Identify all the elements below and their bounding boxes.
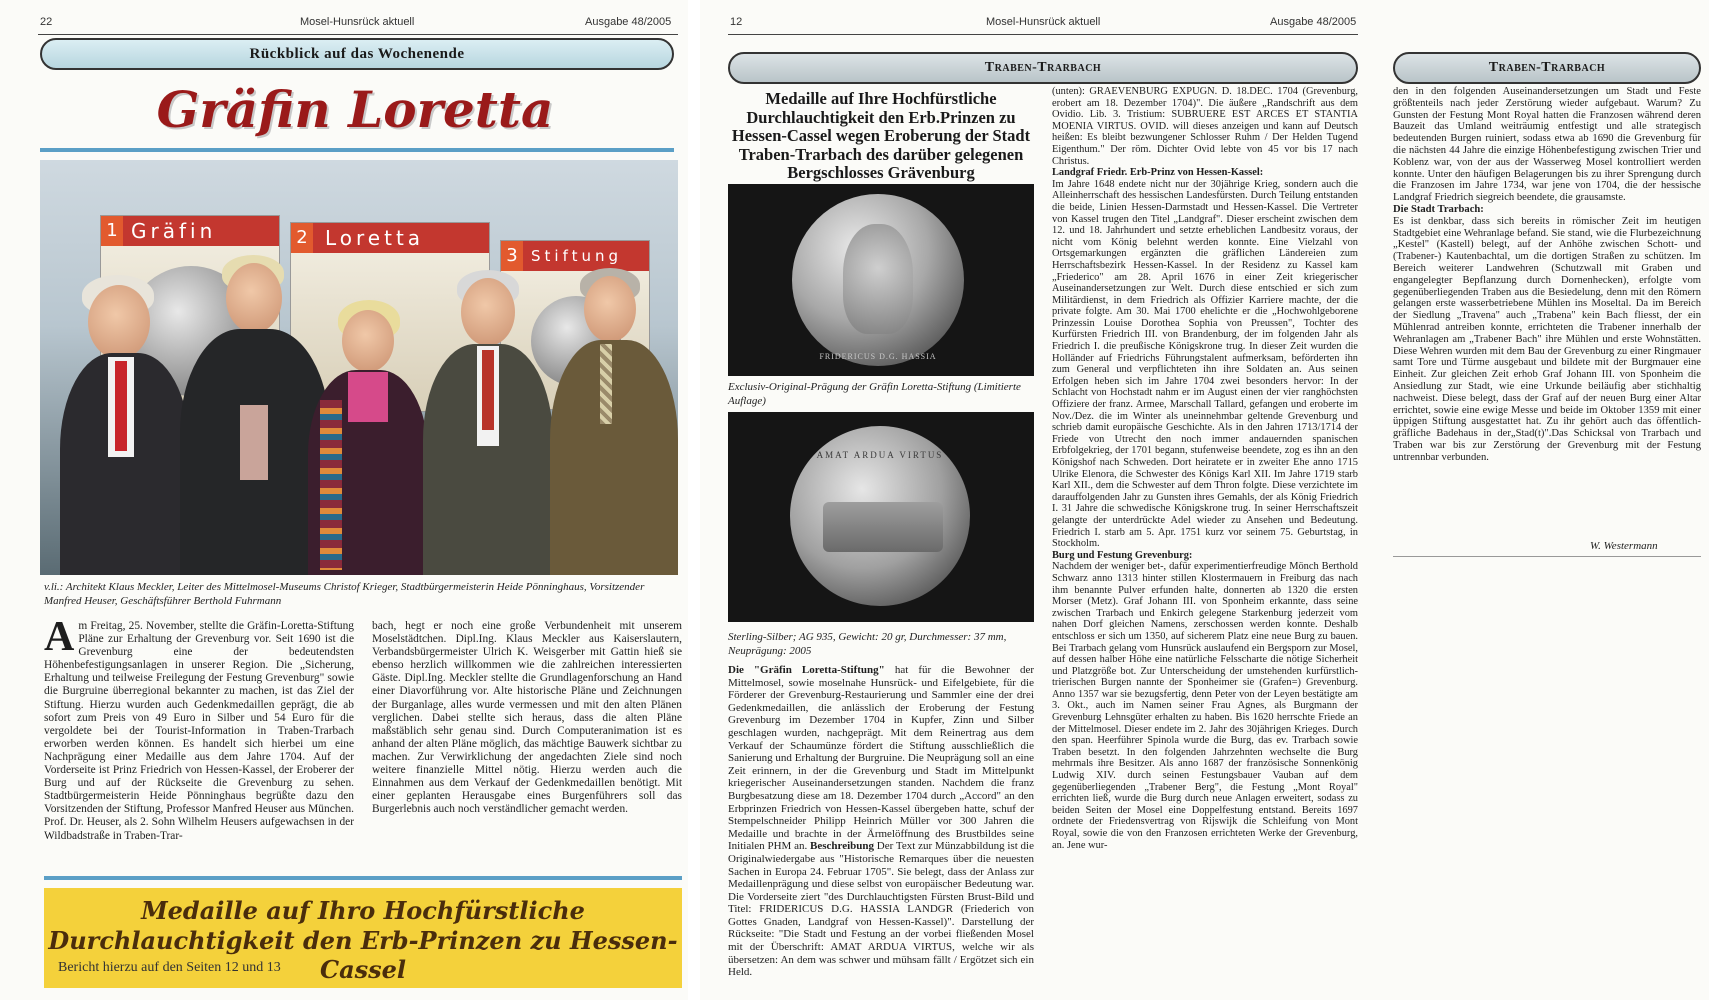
drop-cap: A [44,614,75,660]
page-number: 22 [40,16,53,28]
subheading: Die Stadt Trarbach: [1393,203,1484,215]
article-text: Es ist denkbar, dass sich bereits in römischer Zeit im heutigen Stadtgebiet eine Wehranlage befand. Sie stand, wie die Flurbezeichnung „Kestel" (Kastell) belegt, auf der Anhöhe zwischen Schott- und (Trabener-) Kautenbachtal, um die dortigen Straßen zu schützen. Im Bereich weiterer Landwehren (Schutzwall mit Graben und engangelegter Bepflanzung durch Dornenhecken), erfolgte vom gegenüberliegenden Traben aus die Besiedelung, denn mit den Römern gelangen erste wasserbetriebene Mühlen ins Moseltal. Da im Bereich der Siedlung „Travena" auch „Trabena" kein Bach fliesst, der ein Mühlenrad antreiben konnte, errichteten die Trabener innerhalb der Wehranlagen am „Trabener Bach" ihre Mühlen und erste Wohnstätten. Diese Wehren wurden mit dem Bau der Grevenburg zu einer Ringmauer samt Tore und Türme ausgebaut und bildete mit der Burgmauer eine Einheit. Zur gleichen Zeit erhob Graf Johann III. von Sponheim die Ansiedlung zur Stadt, wie eine Urkunde beiläufig aber stichhaltig nachweist. Diese belegt, dass der Graf auf der neuen Burg einer Altar errichtet, sowie eine ewige Messe und beide im Oktober 1359 mit einer üppigen Stiftung ausgestattet hat. Zu ihr gehört auch das öffentlich-gräfliche Badehaus in der„Stad(t)".Das Schicksal von Trarbach und Traben war bis zur Zerstörung der Grevenburg mit der Festung untrennbar verbunden. [1393,215,1701,463]
subheading: Landgraf Friedr. Erb-Prinz von Hessen-Kassel: [1052,167,1264,179]
panel-number: 1 [101,216,123,246]
medal-reverse-photo [728,412,1034,622]
panel-label: Gräfin [101,216,279,246]
article-column-3 [1393,86,1701,464]
article-text: Der Text zur Münzabbildung ist die Originalwiedergabe aus "Historische Remarques über die neuesten Sachen in Europa 24. Februar 1705". Sie belegt, dass der Anlass zur Medaillenprägung und diese selbst von europäischer Bedeutung war. Die Vorderseite ziert "des Durchlauchtigsten Fürsten Brust-Bild und Titel: FRIDERICUS D.G. HASSIA LANDGR (Friederich von Gottes Gnaden, Landgraf von Hessen-Kassel)". Darstellung der Rückseite: "Die Stadt und Festung an der vorbei fließenden Mosel mit der Überschrift: AMAT ARDUA VIRTUS, welche wir als übersetzen: An dem was schwer und mühsam fällt / Ergötzet sich ein Held. [728,840,1034,979]
article-column-2 [372,620,682,816]
article-title: Medaille auf Ihre Hochfürstliche Durchlauchtigkeit den Erb.Prinzen zu Hessen-Cassel wegen Eroberung der Stadt Traben-Trarbach des darüber gelegenen Bergschlosses Grävenburg [731,89,1031,182]
medal-obverse-photo [728,184,1034,376]
issue-label: Ausgabe 48/2005 [1270,16,1357,28]
section-banner: Rückblick auf das Wochenende [40,38,674,70]
section-banner: Traben-Trarbach [1393,52,1701,84]
lead-bold: Die "Gräfin Loretta-Stiftung" [728,664,885,676]
issue-label: Ausgabe 48/2005 [585,16,672,28]
subheading: Burg und Festung Grevenburg: [1052,549,1193,561]
panel-label: Loretta [291,223,489,253]
fortress-relief [823,502,943,552]
article-column-1 [728,664,1034,979]
header-rule [38,34,678,35]
panel-number: 2 [291,223,313,253]
subheading: Beschreibung [810,840,874,853]
promo-headline-2: Durchlauchtigkeit den Erb-Prinzen zu Hessen-Cassel [48,926,678,984]
article-text: Nachdem der weniger bet-, dafür experimentierfreudige Mönch Berthold Schwarz anno 1313 hinter stillen Klostermauern in Freiburg das nach ihm benannte Pulver erfunden halte, donnerten ab 1320 die ersten Morser (Metz). Graf Johann III. von Sponheim erkannte, dass seine zwischen Trarbach und Enkirch gelegene Starkenburg jederzeit vom nahen Dorf gleichen Namens, zerschossen werden konnte. Deshalb entschloss er sich um 1350, auf sicherem Platz eine neue Burg zu bauen. Bei Trarbach gelang vom Hunsrück auslaufend ein Bergsporn zur Mosel, auf dessen halber Höhe eine natürliche Felsscharte die nötige Sicherheit und Platzgröße bot. Zur Unterscheidung der umstehenden kurfürstlich-trierischen Burgen nannte der Sponheimer sie (Grafen=) Grevenburg. Anno 1357 war sie bezugsfertig, denn Peter von der Leyen bestätigte am 3. Okt., auch im Namen seiner Frau Agnes, als Burgmann der Grevenburg Lehnsgüter erhalten zu haben. Bis 1620 herrschte Friede an der Mittelmosel. Dieser endete im 2. Jahr des 30jährigen Krieges. Durch den span. Heerführer Spinola wurde die Burg, das ev. Trarbach sowie Traben besetzt. In den folgenden Jahrzehnten wechselte die Burg mehrmals ihre Besitzer. Als anno 1687 der französische Sonnenkönig Ludwig XIV. durch seinen Festungsbauer Vauban auf dem gegenüberliegenden „Trabener Berg", die Festung „Mont Royal" errichten ließ, wurde die Burg durch neue Anlagen erweitert, sodass zu beiden Seiten der Mosel eine Doppelfestung entstand. Bereits 1697 ordnete der Friedensvertrag von Rijswijk die Schleifung von Mont Royal, sowie die von den Franzosen errichteten Werke der Grevenburg, an. Jene wur- [1052,561,1358,851]
panel-number: 3 [501,241,523,271]
article-text: Im Jahre 1648 endete nicht nur der 30jährige Krieg, sondern auch die Alleinherrschaft des hessischen Landesfürsten. Durch Teilung entstanden die beide, Linien Hessen-Darmstadt und Hessen-Kassel. Die Vertreter von Kassel trugen den Titel „Landgraf". Dieser erscheint zwischen dem 12. und 18. Jahrhundert und setzte erheblichen Landbesitz voraus, der nicht vom König belehnt werden konnte. Eine Vielzahl von Ortsgemarkungen ergänzten die gräflichen Ländereien zum Herrschaftsbezirk Hessen-Kassel. In der Residenz zu Kassel kam „Friederico" am 28. April 1676 in einer Zeit kriegerischer Auseinandersetzungen zur Welt. Durch diese entschied er sich zum Militärdienst, in dem Friedrich als Offizier Karriere machte, der die private folgte. Am 30. Mai 1700 ehelichte er die „Hochwohlgeborene Prinzessin Louise Dorothea Sophia von Preussen", Tochter des Kurfürsten Friedrich III. von Brandenburg, der im folgenden Jahr als Friedrich I. die preußische Königskrone trug. In dieser Zeit wurden die Holländer auf Friedrichs Führungstalent aufmerksam, beförderten ihn zum General und verpflichteten ihn ihre Soldaten an. Aus seinen Erfolgen heben sich im Jahre 1704 zwei besonders hervor: In der Schlacht von Hochstadt nahm er im August einen der vier ranghöchsten Offiziere der franz. Armee, Marschall Tallard, gefangen und eroberte im Nov./Dez. die im Winter als uneinnehmbar geltende Grevenburg und schrieb damit europäische Geschichte. Als in den Jahren 1713/1714 der Friede von Utrecht den noch immer andauernden spanischen Erbfolgekrieg, der 1701 begann, stufenweise beendete, zog es ihn an den Königshof nach Schweden. Dort heiratete er in zweiter Ehe anno 1715 Ulrike Elenora, die Schwester des Königs Karl XII. Im Jahre 1719 starb Karl XII., dem die Schwester auf dem Thron folgte. Diese verzichtete im darauffolgenden Jahr zu Gunsten ihres Gemahls, der als König Friedrich I. 31 Jahre die schwedische Königskrone trug. In seiner Herrschaftszeit gelangte der unterdrückte Adel wieder zu Ansehen und Bedeutung. Friedrich I. starb am 5. Apr. 1751 kurz vor seinem 75. Geburtstag, in Stockholm. [1052,178,1358,550]
article-column-1 [44,614,354,843]
headline-underline [40,148,674,152]
page-number: 12 [730,16,743,28]
section-banner: Traben-Trarbach [728,52,1358,84]
event-photo [40,160,678,575]
author-credit: W. Westermann [1590,540,1658,552]
medal-inscription: AMAT ARDUA VIRTUS [816,450,944,460]
promo-rule [44,876,682,880]
article-text: bach, hegt er noch eine große Verbundenheit mit unserem Moselstädtchen. Dipl.Ing. Klaus Meckler aus Kaiserslautern, Verbandsbürgermeister Ulrich K. Weisgerber mit Gattin hieß sie ebenso herzlich willkommen wie die zahlreichen interessierten Gäste. Dipl.Ing. Meckler stellte die Grundlagenforschung an Hand einer Diavorführung vor. Alte historische Pläne und Zeichnungen der Burganlage, alles wurde vermessen und mit den alten Plänen verglichen. Dabei stellte sich heraus, dass die alten Pläne maßstäblich sehr genau sind. Durch Computeranimation ist es anhand der alten Pläne möglich, das mächtige Bauwerk sichtbar zu machen. Zur Verwirklichung der angedachten Ziele sind noch weitere finanzielle Mittel nötig. Hierzu werden auch die Einnahmen aus dem Verkauf der Gedenkmedaillen benötigt. Mit einer geplanten Herausgabe eines Burgenführers soll das Burgerlebnis auch noch verständlicher gemacht werden. [372,620,682,816]
medal-inscription: FRIDERICUS D.G. HASSIA [819,352,937,361]
newspaper-page-22 [0,0,688,1000]
promo-subline: Bericht hierzu auf den Seiten 12 und 13 [58,960,281,975]
newspaper-page-12 [700,0,1709,1000]
panel-label: Stiftung [501,241,649,271]
promo-box [44,888,682,988]
article-text: m Freitag, 25. November, stellte die Gräfin-Loretta-Stiftung Pläne zur Erhaltung der Grevenburg vor. Seit 1690 ist die Grevenburg eine der bedeutendsten Höhenbefestigungsanlagen in unserer Region. Die „Sicherung, Erhaltung und teilweise Freilegung der Festung Grevenburg" sowie die Burgruine überregional bekannter zu machen, ist das Ziel der Stiftung. Hierzu wurden auch Gedenkmedaillen geprägt, die ab sofort zum Preis von 49 Euro in Silber und 54 Euro für die vergoldete bei der Tourist-Information in Traben-Trarbach erworben werden können. Es handelt sich hierbei um eine Nachprägung einer Medaille aus dem Jahre 1704. Auf der Vorderseite ist Prinz Friedrich von Hessen-Kassel, der Eroberer der Burg und auf der Rückseite die Grevenburg zu sehen. Stadtbürgermeisterin Heide Pönninghaus begrüßte dazu den Vorsitzenden der Stiftung, Professor Manfred Heuser aus München. Prof. Dr. Heuser, als 2. Sohn Wilhelm Heusers aufgewachsen in der Wildbadstraße in Traben-Trar- [44,620,354,842]
column-end-rule [1393,556,1701,557]
article-text: hat für die Bewohner der Mittelmosel, sowie moselnahe Hunsrück- und Eifelgebiete, für die Förderer der Grevenburg-Restaurierung und Sammler eine der drei Gedenkmedaillen, die anlässlich der Eroberung der Festung Grevenburg im Dezember 1704 in Kupfer, Zinn und Silber geschlagen wurden, nachgeprägt. Mit dem Reinertrag aus dem Verkauf der Schaumünze fördert die Stiftung ausschließlich die Sanierung und Erhaltung der Burgruine. Die Neuprägung soll an eine Zeit erinnern, in der die Grevenburg und Stadt im Mittelpunkt kriegerischer Auseinandersetzungen standen. Nachdem die franz Burgbesatzung diese am 18. Dezember 1704 durch „Accord" an den Erbprinzen Friedrich von Hessen-Kassel übergeben hatte, schuf der Stempelschneider Philipp Heinrich Müller vor 300 Jahren die Medaille und brachte in der Ärmelöffnung des Brustbildes seine Initialen PHM an. [728,664,1034,853]
header-rule [728,34,1358,35]
medal-caption-2: Sterling-Silber; AG 935, Gewicht: 20 gr, Durchmesser: 37 mm, Neuprägung: 2005 [728,631,1007,657]
photo-caption: v.li.: Architekt Klaus Meckler, Leiter des Mittelmosel-Museums Christof Krieger, Stadtbürgermeisterin Heide Pönninghaus, Vorsitzender Manfred Heuser, Geschäftsführer Berthold Fuhrmann [44,581,645,607]
headline: Gräfin Loretta [156,80,554,139]
medal-caption-1: Exclusiv-Original-Prägung der Gräfin Loretta-Stiftung (Limitierte Auflage) [728,381,1021,407]
article-column-2 [1052,86,1358,851]
article-text: den in den folgenden Auseinandersetzungen um Stadt und Feste größtenteils nach jeder Zerstörung wieder aufgebaut. Warum? Zu Gunsten der Festung Mont Royal hatten die Franzosen während deren Bauzeit das Umland weiträumig entfestigt und alle strategisch bedeutenden Burgen ruiniert, sodass etwa ab 1690 die Grevenburg für die nächsten 44 Jahre die einzige Höhenbefestigung zwischen Trier und Koblenz war, von der aus der Wasserweg Mosel kontrolliert werden konnte. Unter den häufigen Belagerungen bis zu ihrer Sprengung durch die Franzosen im Jahre 1734, war jene von 1704, die der hessische Landgraf Friedrich siegreich beendete, die grausamste. [1393,86,1701,204]
masthead: Mosel-Hunsrück aktuell [986,16,1101,28]
masthead: Mosel-Hunsrück aktuell [300,16,415,28]
promo-headline-1: Medaille auf Ihro Hochfürstliche [141,896,585,925]
article-text: (unten): GRAEVENBURG EXPUGN. D. 18.DEC. 1704 (Grevenburg, erobert am 18. Dezember 1704)". Die äußere „Randschrift aus dem Ovidio. Lib. 3. Tristium: SUBRUERE EST ARCES ET STANTIA MOENIA VIRTUS. OVID. will dieses anzeigen und kann auf Deutsch heißen: Es bleibt bezwungener Schlosser Ruhm / Der Helden Tugend Eigenthum." Der röm. Dichter Ovid lebte von 45 vor bis 17 nach Christus. [1052,86,1358,167]
portrait-relief [843,224,913,334]
